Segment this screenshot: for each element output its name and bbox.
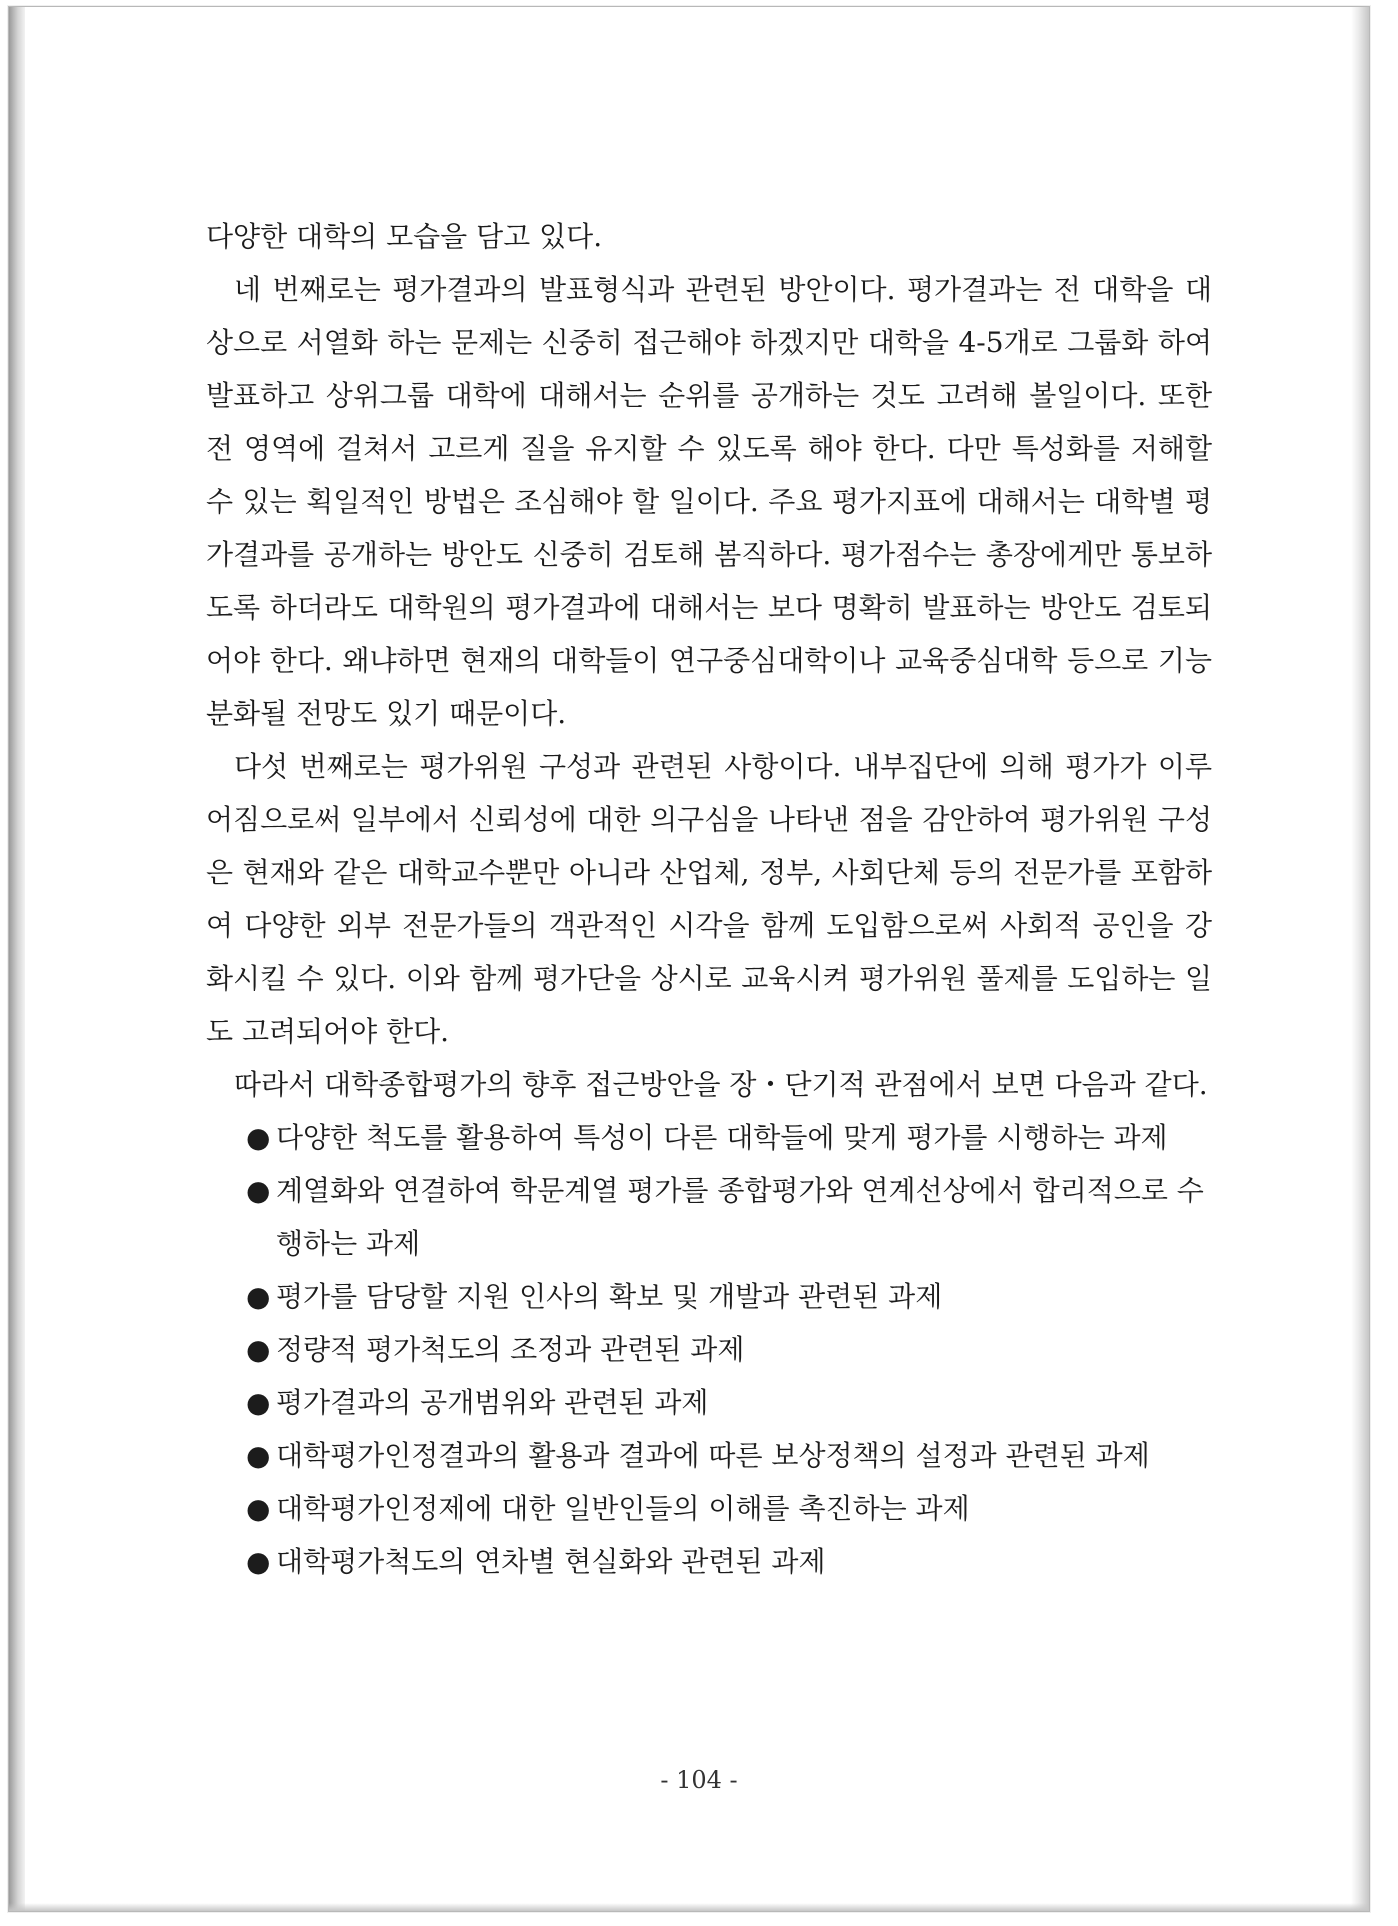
bullet-icon: ●	[246, 1439, 271, 1472]
bullet-icon: ●	[246, 1121, 271, 1154]
page-binding-edge	[9, 7, 25, 1911]
list-item-text: 평가결과의 공개범위와 관련된 과제	[276, 1386, 709, 1419]
bullet-icon: ●	[246, 1545, 271, 1578]
list-item-text: 대학평가척도의 연차별 현실화와 관련된 과제	[276, 1545, 826, 1578]
list-item-text: 대학평가인정결과의 활용과 결과에 따른 보상정책의 설정과 관련된 과제	[276, 1439, 1150, 1472]
page-content	[206, 210, 1212, 1588]
list-item-text: 정량적 평가척도의 조정과 관련된 과제	[276, 1333, 745, 1366]
paragraph-fourth-point: 네 번째로는 평가결과의 발표형식과 관련된 방안이다. 평가결과는 전 대학을 대상으로 서열화 하는 문제는 신중히 접근해야 하겠지만 대학을 4-5개로 그룹화 하여 발표하고 상위그룹 대학에 대해서는 순위를 공개하는 것도 고려해 볼일이다. 또한 전 영역에 걸쳐서 고르게 질을 유지할 수 있도록 해야 한다. 다만 특성화를 저해할 수 있는 획일적인 방법은 조심해야 할 일이다. 주요 평가지표에 대해서는 대학별 평가결과를 공개하는 방안도 신중히 검토해 봄직하다. 평가점수는 총장에게만 통보하도록 하더라도 대학원의 평가결과에 대해서는 보다 명확히 발표하는 방안도 검토되어야 한다. 왜냐하면 현재의 대학들이 연구중심대학이나 교육중심대학 등으로 기능 분화될 전망도 있기 때문이다.	[206, 273, 1212, 730]
task-list	[206, 1111, 1212, 1588]
list-item	[246, 1482, 1212, 1535]
page-bottom-shadow	[9, 1903, 1369, 1911]
list-item	[246, 1429, 1212, 1482]
list-item	[246, 1111, 1212, 1164]
list-item-text: 대학평가인정제에 대한 일반인들의 이해를 촉진하는 과제	[276, 1492, 970, 1525]
page-number: - 104 -	[660, 1766, 738, 1794]
page-edge-shadow	[1351, 7, 1369, 1911]
paragraph-fifth-point: 다섯 번째로는 평가위원 구성과 관련된 사항이다. 내부집단에 의해 평가가 이루어짐으로써 일부에서 신뢰성에 대한 의구심을 나타낸 점을 감안하여 평가위원 구성은 현재와 같은 대학교수뿐만 아니라 산업체, 정부, 사회단체 등의 전문가를 포함하여 다양한 외부 전문가들의 객관적인 시각을 함께 도입함으로써 사회적 공인을 강화시킬 수 있다. 이와 함께 평가단을 상시로 교육시켜 평가위원 풀제를 도입하는 일도 고려되어야 한다.	[206, 750, 1212, 1048]
paragraph-continuation: 다양한 대학의 모습을 담고 있다.	[206, 220, 603, 253]
bullet-icon: ●	[246, 1280, 271, 1313]
bullet-icon: ●	[246, 1333, 271, 1366]
list-item	[246, 1164, 1212, 1270]
list-item	[246, 1323, 1212, 1376]
bullet-icon: ●	[246, 1174, 271, 1207]
list-item-text: 평가를 담당할 지원 인사의 확보 및 개발과 관련된 과제	[276, 1280, 943, 1313]
list-item-text: 다양한 척도를 활용하여 특성이 다른 대학들에 맞게 평가를 시행하는 과제	[276, 1121, 1168, 1154]
bullet-icon: ●	[246, 1492, 271, 1525]
list-item	[246, 1270, 1212, 1323]
list-item-text: 계열화와 연결하여 학문계열 평가를 종합평가와 연계선상에서 합리적으로 수행하는 과제	[276, 1174, 1204, 1260]
bullet-icon: ●	[246, 1386, 271, 1419]
list-item	[246, 1376, 1212, 1429]
paragraph-approach-summary: 따라서 대학종합평가의 향후 접근방안을 장・단기적 관점에서 보면 다음과 같다.	[234, 1068, 1208, 1101]
list-item	[246, 1535, 1212, 1588]
